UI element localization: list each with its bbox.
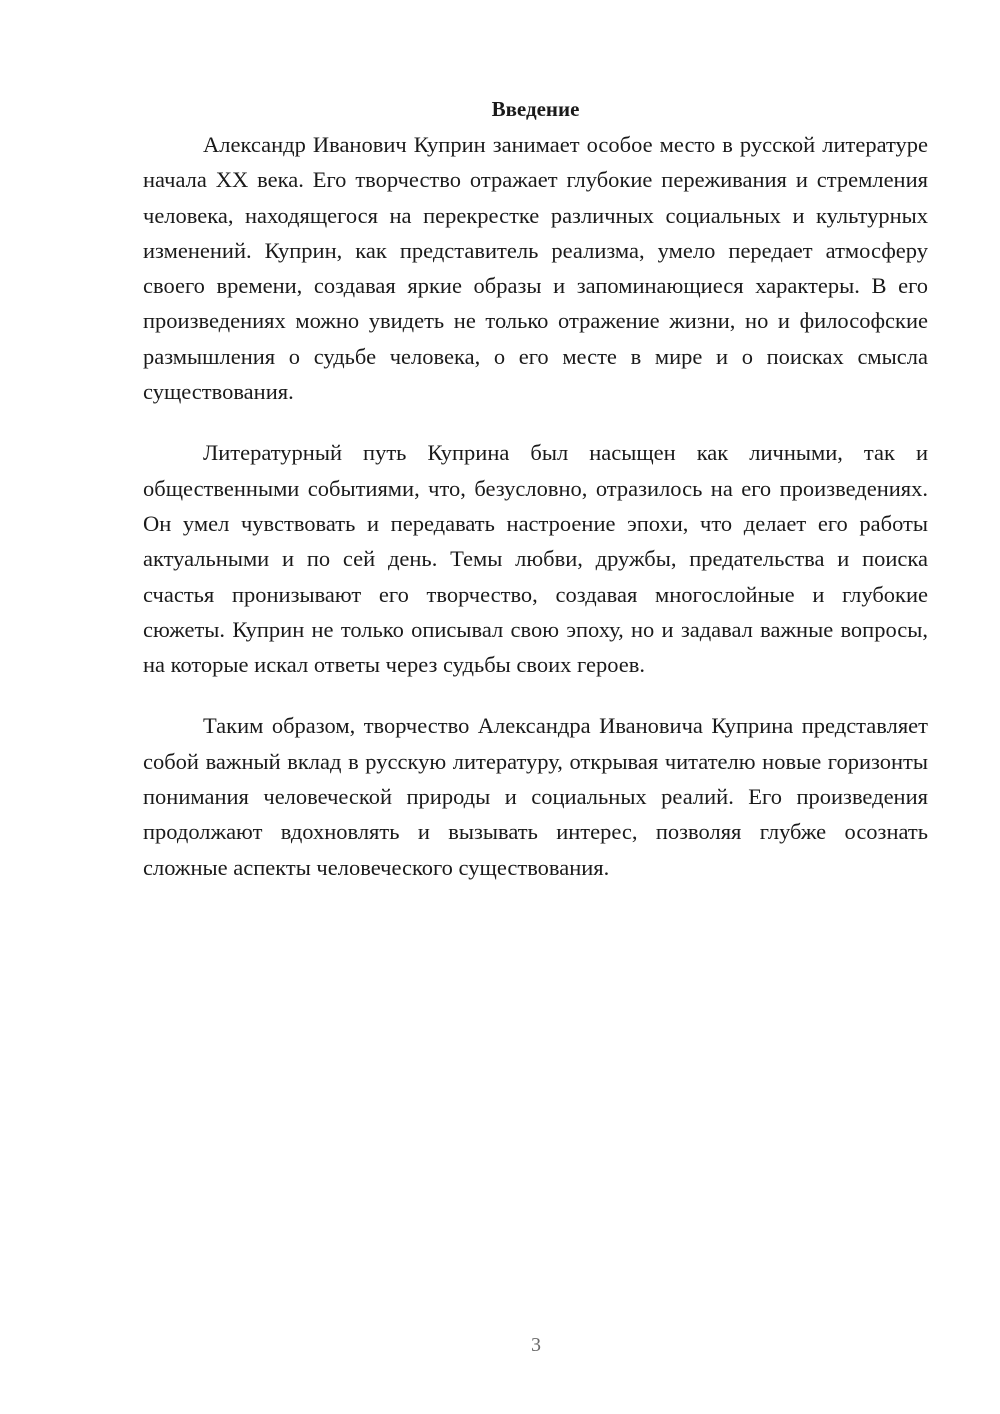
- page-number: 3: [531, 1334, 541, 1356]
- paragraph-3: Таким образом, творчество Александра Ивановича Куприна представляет собой важный вклад в русскую литературу, открывая читателю новые горизонты понимания человеческой природы и социальных реалий. Его произведения продолжают вдохновлять и вызывать интерес, позволяя глубже осознать сложные аспекты человеческого существования.: [143, 713, 928, 880]
- section-heading: Введение: [491, 97, 580, 121]
- paragraph-1: Александр Иванович Куприн занимает особое место в русской литературе начала XX века. Его творчество отражает глубокие переживания и стремления человека, находящегося на перекрестке различных социальных и культурных изменений. Куприн, как представитель реализма, умело передает атмосферу своего времени, создавая яркие образы и запоминающиеся характеры. В его произведениях можно увидеть не только отражение жизни, но и философские размышления о судьбе человека, о его месте в мире и о поисках смысла существования.: [143, 132, 928, 405]
- document-body: [143, 92, 928, 885]
- paragraph-2: Литературный путь Куприна был насыщен как личными, так и общественными событиями, что, безусловно, отразилось на его произведениях. Он умел чувствовать и передавать настроение эпохи, что делает его работы актуальными и по сей день. Темы любви, дружбы, предательства и поиска счастья пронизывают его творчество, создавая многослойные и глубокие сюжеты. Куприн не только описывал свою эпоху, но и задавал важные вопросы, на которые искал ответы через судьбы своих героев.: [143, 440, 928, 678]
